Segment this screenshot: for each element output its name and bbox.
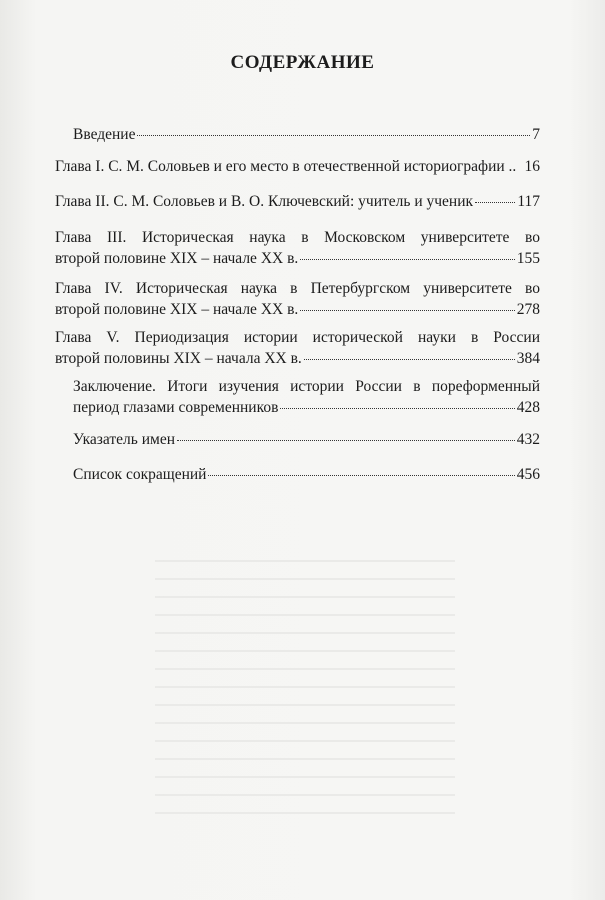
- toc-entry-text: Указатель имен: [73, 431, 175, 448]
- toc-entry-text: Глава V. Периодизация истории исторической науки в России: [55, 329, 540, 346]
- dot-leader: [137, 135, 530, 136]
- dot-leader: [300, 310, 514, 311]
- dot-leader: [304, 359, 515, 360]
- toc-entry-text: Глава II. С. М. Соловьев и В. О. Ключевский: учитель и ученик: [55, 193, 474, 210]
- toc-entry-text: Глава I. С. М. Соловьев и его место в отечественной историографии ..: [55, 158, 517, 175]
- toc-entry-text: Глава IV. Историческая наука в Петербургском университете во: [55, 280, 540, 297]
- toc-entry-introduction[interactable]: [55, 124, 540, 145]
- dot-leader: [177, 440, 515, 441]
- toc-entry-text-continued: второй половины XIX – начала XX в.: [55, 350, 302, 367]
- toc-page-number: 155: [516, 250, 540, 267]
- toc-entry-text: Заключение. Итоги изучения истории России в пореформенный: [73, 378, 540, 395]
- toc-entry-conclusion[interactable]: [55, 376, 540, 418]
- toc-entry-chapter-4[interactable]: [55, 278, 540, 320]
- toc-entry-text: Глава III. Историческая наука в Московском университете во: [55, 229, 540, 246]
- toc-page-number: 16: [524, 158, 540, 175]
- show-through-text: [155, 560, 455, 820]
- toc-entry-text-continued: второй половине XIX – начале XX в.: [55, 301, 299, 318]
- toc-page-number: 7: [532, 126, 540, 143]
- dot-leader: [280, 408, 514, 409]
- dot-leader: [300, 259, 514, 260]
- toc-entry-text-continued: второй половине XIX – начале XX в.: [55, 250, 299, 267]
- toc-page-number: 428: [516, 399, 540, 416]
- toc-entry-chapter-2[interactable]: [55, 191, 540, 212]
- toc-entry-chapter-1[interactable]: [55, 156, 540, 177]
- toc-page-number: 432: [516, 431, 540, 448]
- toc-page-number: 384: [516, 350, 540, 367]
- toc-entry-text: Список сокращений: [73, 466, 207, 483]
- toc-page-number: 456: [516, 466, 540, 483]
- toc-page-number: 278: [516, 301, 540, 318]
- toc-entry-chapter-3[interactable]: [55, 227, 540, 269]
- dot-leader: [475, 202, 515, 203]
- toc-entry-chapter-5[interactable]: [55, 327, 540, 369]
- toc-entry-index-of-names[interactable]: [55, 429, 540, 450]
- toc-entry-text-continued: период глазами современников: [73, 399, 279, 416]
- toc-page-number: 117: [517, 193, 540, 210]
- dot-leader: [208, 475, 514, 476]
- toc-entry-text: Введение: [73, 126, 136, 143]
- toc-entry-abbreviations[interactable]: [55, 464, 540, 485]
- page-title: СОДЕРЖАНИЕ: [230, 52, 375, 73]
